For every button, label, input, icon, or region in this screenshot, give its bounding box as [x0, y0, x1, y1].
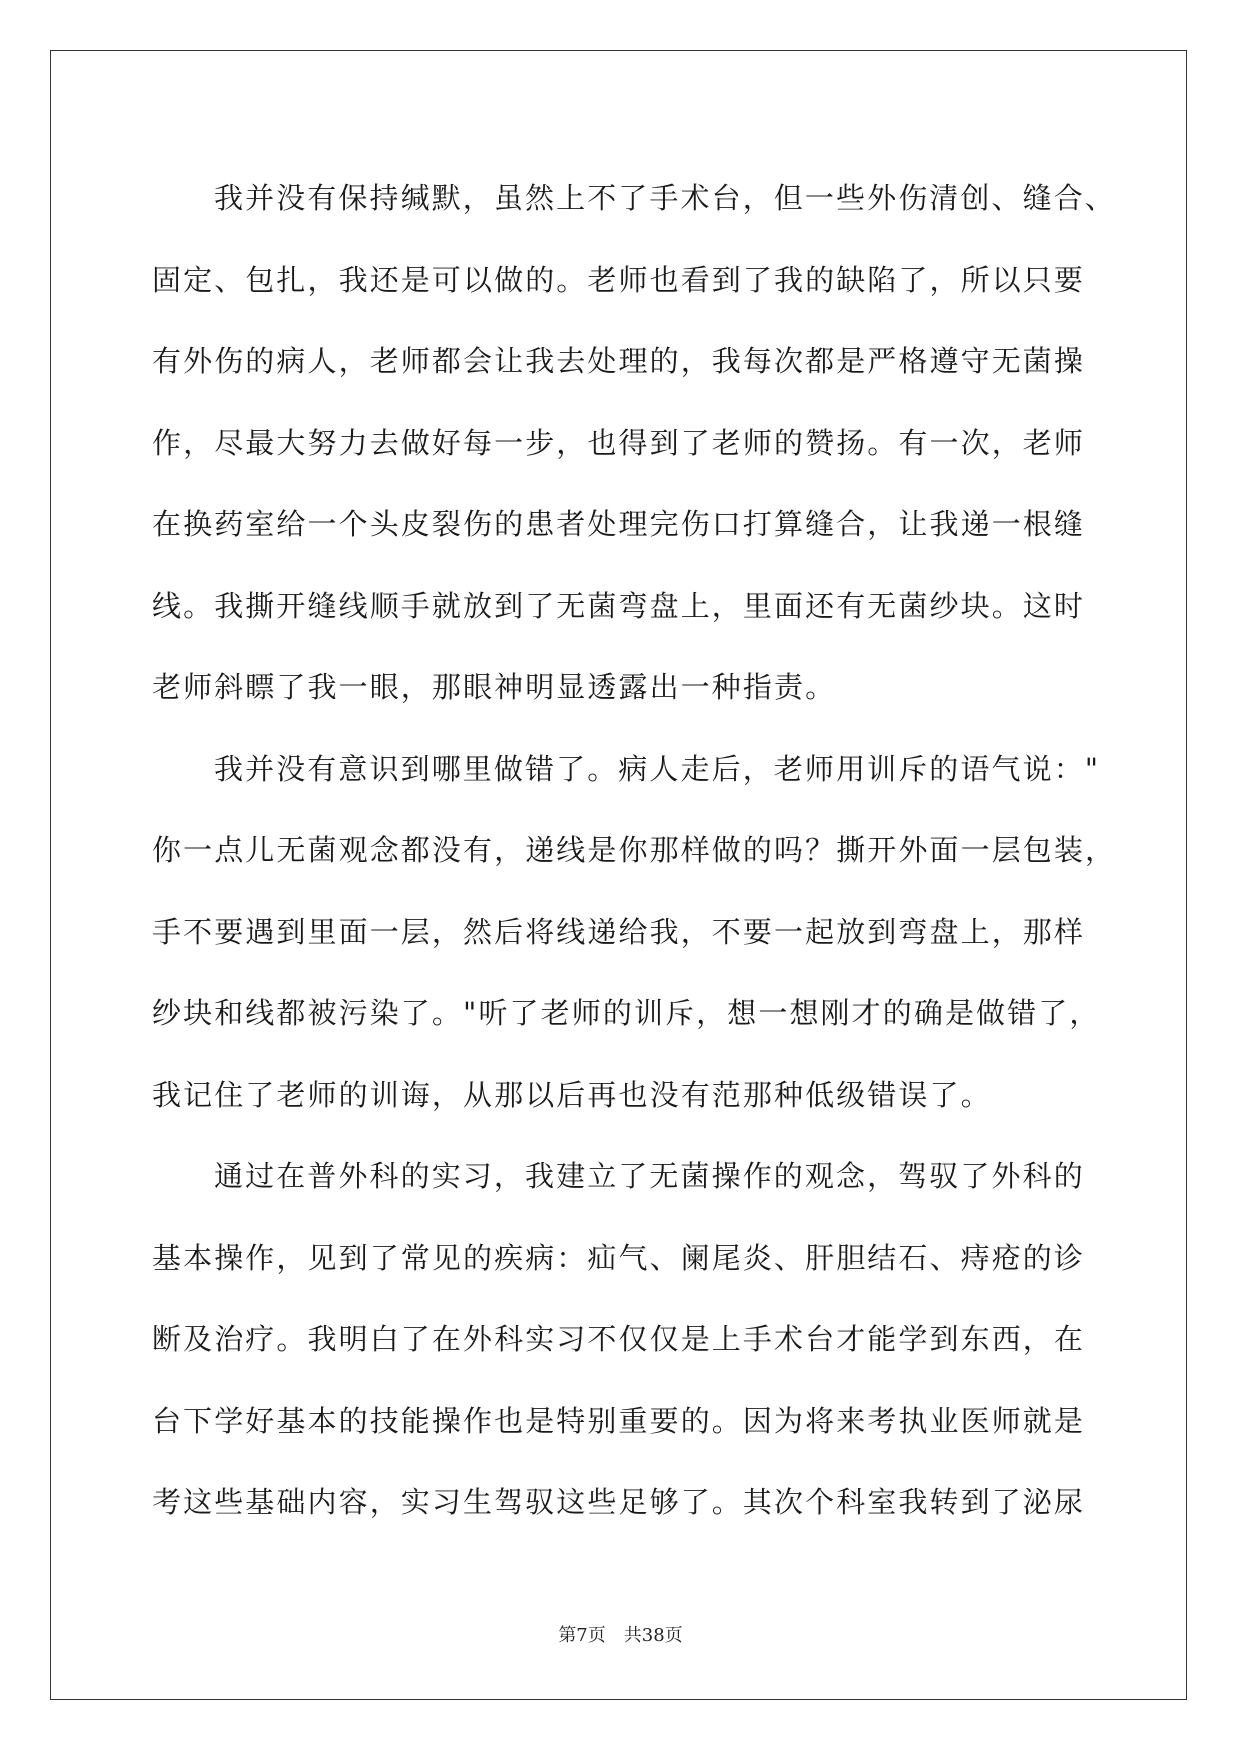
- page-footer: [0, 1621, 1241, 1647]
- text-line: 手不要遇到里面一层，然后将线递给我，不要一起放到弯盘上，那样: [152, 914, 1086, 949]
- text-line: 固定、包扎，我还是可以做的。老师也看到了我的缺陷了，所以只要: [152, 262, 1086, 297]
- text-line: 考这些基础内容，实习生驾驭这些足够了。其次个科室我转到了泌尿: [152, 1485, 1086, 1519]
- paragraph-2: [152, 729, 1117, 1137]
- paragraph-3: [152, 1136, 1097, 1544]
- text-line: 线。我撕开缝线顺手就放到了无菌弯盘上，里面还有无菌纱块。这时: [152, 588, 1086, 623]
- text-line: 纱块和线都被污染了。"听了老师的训斥，想一想刚才的确是做错了，: [152, 996, 1101, 1030]
- text-line: 有外伤的病人，老师都会让我去处理的，我每次都是严格遵守无菌操: [152, 344, 1086, 378]
- page-number-total: 共38页: [623, 1625, 683, 1646]
- text-line: 台下学好基本的技能操作也是特别重要的。因为将来考执业医师就是: [152, 1403, 1086, 1438]
- text-line: 我并没有意识到哪里做错了。病人走后，老师用训斥的语气说：": [214, 751, 1101, 786]
- text-line: 你一点儿无菌观念都没有，递线是你那样做的吗？撕开外面一层包装，: [152, 833, 1117, 867]
- text-line: 作，尽最大努力去做好每一步，也得到了老师的赞扬。有一次，老师: [152, 425, 1086, 460]
- text-line: 在换药室给一个头皮裂伤的患者处理完伤口打算缝合，让我递一根缝: [152, 507, 1086, 541]
- text-line: 我并没有保持缄默，虽然上不了手术台，但一些外伤清创、缝合、: [214, 181, 1116, 215]
- text-line: 基本操作，见到了常见的疾病：疝气、阑尾炎、肝胆结石、痔疮的诊: [152, 1240, 1086, 1275]
- page-number-current: 第7页: [558, 1625, 606, 1646]
- text-line: 通过在普外科的实习，我建立了无菌操作的观念，驾驭了外科的: [214, 1159, 1085, 1193]
- paragraph-1: [152, 158, 1116, 729]
- text-line: 我记住了老师的训诲，从那以后再也没有范那种低级错误了。: [152, 1077, 992, 1112]
- document-body: [152, 158, 1117, 1544]
- text-line: 断及治疗。我明白了在外科实习不仅仅是上手术台才能学到东西，在: [152, 1322, 1086, 1356]
- text-line: 老师斜瞟了我一眼，那眼神明显透露出一种指责。: [152, 670, 837, 704]
